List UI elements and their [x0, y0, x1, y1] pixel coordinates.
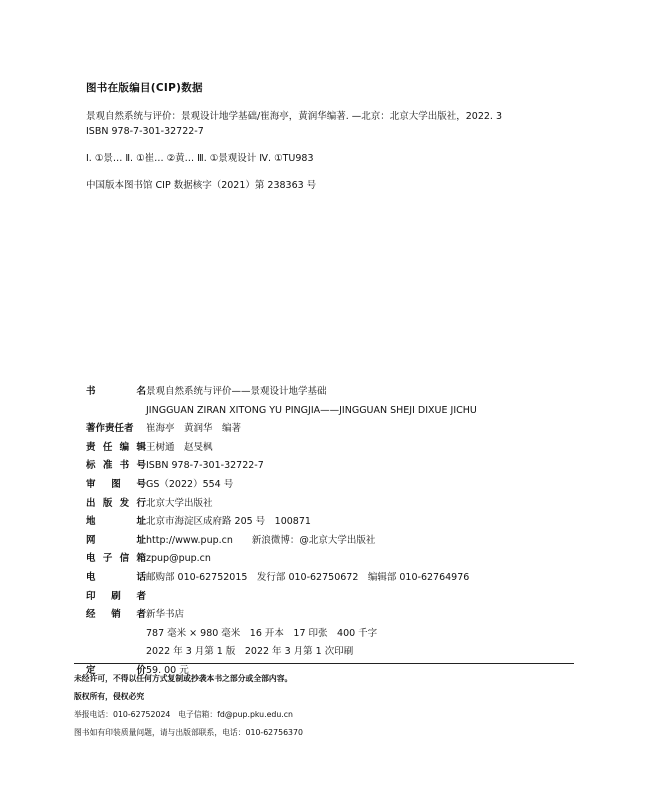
imprint-label: [86, 569, 146, 588]
imprint-row: [86, 439, 586, 458]
imprint-table: [86, 383, 586, 681]
imprint-label-char: 经: [86, 609, 96, 621]
copyright-footer: [74, 670, 584, 742]
imprint-continuation: 787 毫米 × 980 毫米 16 开本 17 印张 400 千字: [146, 627, 378, 639]
imprint-value: 邮购部 010-62752015 发行部 010-62750672 编辑部 010-62764976: [146, 571, 470, 583]
imprint-label-char: 电: [86, 553, 96, 565]
cip-isbn-line: ISBN 978-7-301-32722-7: [86, 126, 204, 137]
cip-record-number: 中国版本图书馆 CIP 数据核字（2021）第 238363 号: [86, 180, 317, 191]
imprint-row: [86, 532, 586, 551]
imprint-label: [86, 550, 146, 569]
imprint-value: 59. 00 元: [146, 664, 189, 676]
imprint-row: [86, 513, 586, 532]
imprint-row: [86, 383, 586, 402]
imprint-label-char: 刷: [111, 590, 121, 602]
cip-bibliographic-line: 景观自然系统与评价：景观设计地学基础/崔海亭，黄润华编著. —北京：北京大学出版社，2022. 3: [86, 111, 503, 122]
imprint-label-char: 行: [136, 497, 146, 509]
imprint-row: [86, 457, 586, 476]
imprint-label: [86, 495, 146, 514]
imprint-value: 景观自然系统与评价——景观设计地学基础: [146, 386, 327, 397]
imprint-value: 王树通 赵旻枫: [146, 441, 213, 453]
imprint-label-char: 电: [86, 571, 96, 583]
imprint-value: 北京大学出版社: [146, 497, 213, 509]
imprint-label: [86, 513, 146, 532]
cip-title: 图书在版编目(CIP)数据: [86, 82, 203, 94]
imprint-label-char: 编: [119, 441, 130, 453]
imprint-label: [86, 420, 146, 439]
imprint-label-char: 标: [86, 460, 96, 472]
imprint-label-char: 子: [102, 553, 113, 565]
imprint-label-char: 图: [111, 478, 121, 490]
imprint-continuation: 2022 年 3 月第 1 版 2022 年 3 月第 1 次印刷: [146, 646, 354, 658]
imprint-label-char: 信: [119, 553, 130, 565]
imprint-label: [86, 606, 146, 625]
report-contact: 举报电话：010-62752024 电子信箱：fd@pup.pku.edu.cn: [74, 710, 293, 719]
imprint-label-char: 书: [119, 460, 130, 472]
imprint-label-char: 发: [119, 497, 130, 509]
imprint-row: [86, 606, 586, 625]
imprint-label: [86, 476, 146, 495]
imprint-label-char: 者: [136, 590, 146, 602]
imprint-label: [86, 383, 146, 402]
imprint-label-char: 址: [136, 534, 146, 546]
imprint-label-char: 印: [86, 590, 96, 602]
imprint-label-char: 审: [86, 478, 96, 490]
footer-divider: [74, 663, 574, 664]
imprint-label-char: 价: [136, 664, 146, 676]
imprint-row: [86, 476, 586, 495]
imprint-label: [86, 532, 146, 551]
imprint-label-char: 者: [136, 609, 146, 621]
imprint-row: [86, 588, 586, 607]
cip-block: [86, 80, 586, 193]
imprint-value: GS（2022）554 号: [146, 478, 234, 490]
imprint-label-char: 箱: [136, 553, 146, 565]
imprint-value: 新华书店: [146, 609, 185, 621]
imprint-label-char: 辑: [136, 441, 146, 453]
imprint-label-char: 话: [136, 571, 146, 583]
imprint-label-char: 号: [136, 460, 146, 472]
imprint-label-char: 号: [136, 478, 146, 490]
imprint-label-char: 版: [102, 497, 113, 509]
imprint-row: [86, 550, 586, 569]
imprint-label-char: 定: [86, 664, 96, 676]
imprint-value: 崔海亭 黄润华 编著: [146, 423, 242, 435]
imprint-label: [86, 457, 146, 476]
imprint-label-char: 责: [86, 441, 96, 453]
imprint-label: [86, 439, 146, 458]
imprint-label-char: 地: [86, 516, 96, 528]
copyright-notice: 未经许可，不得以任何方式复制或抄袭本书之部分或全部内容。: [74, 674, 293, 683]
imprint-label-char: 址: [136, 516, 146, 528]
imprint-row: [86, 495, 586, 514]
imprint-continuation: JINGGUAN ZIRAN XITONG YU PINGJIA——JINGGUAN SHEJI DIXUE JICHU: [146, 404, 477, 416]
imprint-label-char: 销: [111, 609, 121, 621]
imprint-label-char: 准: [102, 460, 113, 472]
imprint-label-char: 出: [86, 497, 96, 509]
imprint-label: [86, 588, 146, 607]
imprint-label-char: 名: [136, 386, 146, 397]
imprint-row: [86, 420, 586, 439]
imprint-label-char: 著作责任者: [86, 423, 134, 435]
imprint-value: ISBN 978-7-301-32722-7: [146, 460, 264, 472]
cip-subject-line: Ⅰ. ①景… Ⅱ. ①崔… ②黄… Ⅲ. ①景观设计 Ⅳ. ①TU983: [86, 153, 314, 164]
imprint-value: http://www.pup.cn 新浪微博：@北京大学出版社: [146, 534, 376, 546]
imprint-value: zpup@pup.cn: [146, 553, 211, 565]
imprint-value: 北京市海淀区成府路 205 号 100871: [146, 516, 311, 528]
imprint-label-char: 书: [86, 386, 96, 397]
imprint-label-char: 任: [102, 441, 113, 453]
imprint-label-char: 网: [86, 534, 96, 546]
quality-contact: 图书如有印装质量问题，请与出版部联系，电话：010-62756370: [74, 728, 303, 737]
imprint-row: [86, 569, 586, 588]
rights-reserved: 版权所有，侵权必究: [74, 692, 145, 701]
